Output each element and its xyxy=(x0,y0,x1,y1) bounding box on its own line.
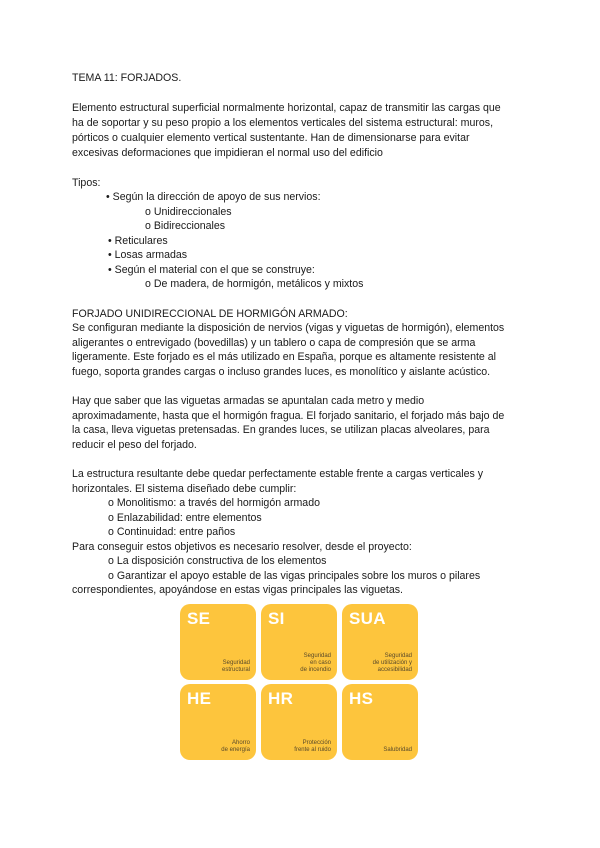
tile-hr xyxy=(261,684,337,760)
paragraph-line: Para conseguir estos objetivos es necesario resolver, desde el proyecto: xyxy=(72,541,412,553)
tile-he xyxy=(180,684,256,760)
tile-sua xyxy=(342,604,418,680)
section-title: FORJADO UNIDIRECCIONAL DE HORMIGÓN ARMADO: xyxy=(72,308,348,320)
tipos-bullet: • Reticulares xyxy=(108,235,168,247)
paragraph-line: La estructura resultante debe quedar perfectamente estable frente a cargas verticales y xyxy=(72,468,484,480)
tile-si xyxy=(261,604,337,680)
tipos-bullet: • Losas armadas xyxy=(108,249,188,261)
intro-line: ha de soportar y su peso propio a los elementos verticales del sistema estructural: muros, xyxy=(72,117,494,129)
tile-hs xyxy=(342,684,418,760)
tile-code: HR xyxy=(268,689,294,708)
paragraph-line: aligerantes o entrevigado (bovedillas) y un tablero o capa de compresión que se arma xyxy=(72,337,476,349)
tile-label: Seguridad en caso de incendio xyxy=(300,653,331,673)
tipos-label: Tipos: xyxy=(72,177,101,189)
tile-code: HS xyxy=(349,689,374,708)
objective-item: o La disposición constructiva de los elementos xyxy=(108,555,327,567)
tile-label: Protección frente al ruido xyxy=(294,740,331,753)
paragraph-line: la casa, lleva viguetas pretensadas. En grandes luces, se utilizan placas alveolares, para xyxy=(72,424,490,436)
objective-item: o Garantizar el apoyo estable de las vigas principales sobre los muros o pilares xyxy=(108,570,481,582)
intro-line: Elemento estructural superficial normalmente horizontal, capaz de transmitir las cargas que xyxy=(72,102,501,114)
tile-se xyxy=(180,604,256,680)
paragraph-line: horizontales. El sistema diseñado debe cumplir: xyxy=(72,483,297,495)
tile-label: Ahorro de energía xyxy=(221,740,250,753)
paragraph-line: ligeramente. Este forjado es el más utilizado en España, porque es altamente resistente al xyxy=(72,351,496,363)
paragraph-line: reducir el peso del forjado. xyxy=(72,439,197,451)
tipos-bullet: • Según el material con el que se construye: xyxy=(108,264,315,276)
intro-line: pórticos o cualquier elemento vertical sustentante. Han de dimensionarse para evitar xyxy=(72,132,470,144)
requirement-item: o Continuidad: entre paños xyxy=(108,526,236,538)
paragraph-line: Se configuran mediante la disposición de nervios (vigas y viguetas de hormigón), elementos xyxy=(72,322,505,334)
paragraph-line: correspondientes, apoyándose en estas vigas principales las viguetas. xyxy=(72,584,403,596)
intro-line: excesivas deformaciones que impidieran el normal uso del edificio xyxy=(72,147,383,159)
tipos-subitem: o Bidireccionales xyxy=(145,220,226,232)
tile-label: Salubridad xyxy=(383,747,412,753)
tile-code: HE xyxy=(187,689,212,708)
requirement-item: o Monolitismo: a través del hormigón armado xyxy=(108,497,320,509)
tile-code: SE xyxy=(187,609,211,628)
tipos-subitem: o Unidireccionales xyxy=(145,206,232,218)
paragraph-line: fuego, soporta grandes cargas o incluso grandes luces, es monolítico y aislante acústico. xyxy=(72,366,491,378)
tile-label: Seguridad de utilización y accesibilidad xyxy=(372,653,412,673)
tipos-subitem: o De madera, de hormigón, metálicos y mixtos xyxy=(145,278,364,290)
tipos-bullet: • Según la dirección de apoyo de sus nervios: xyxy=(106,191,321,203)
tile-label: Seguridad estructural xyxy=(221,660,250,673)
paragraph-line: aproximadamente, hasta que el hormigón fragua. El forjado sanitario, el forjado más bajo de xyxy=(72,410,505,422)
page-title: TEMA 11: FORJADOS. xyxy=(72,72,182,84)
tile-code: SUA xyxy=(349,609,386,628)
paragraph-line: Hay que saber que las viguetas armadas se apuntalan cada metro y medio xyxy=(72,395,425,407)
tile-code: SI xyxy=(268,609,285,628)
requirement-item: o Enlazabilidad: entre elementos xyxy=(108,512,262,524)
